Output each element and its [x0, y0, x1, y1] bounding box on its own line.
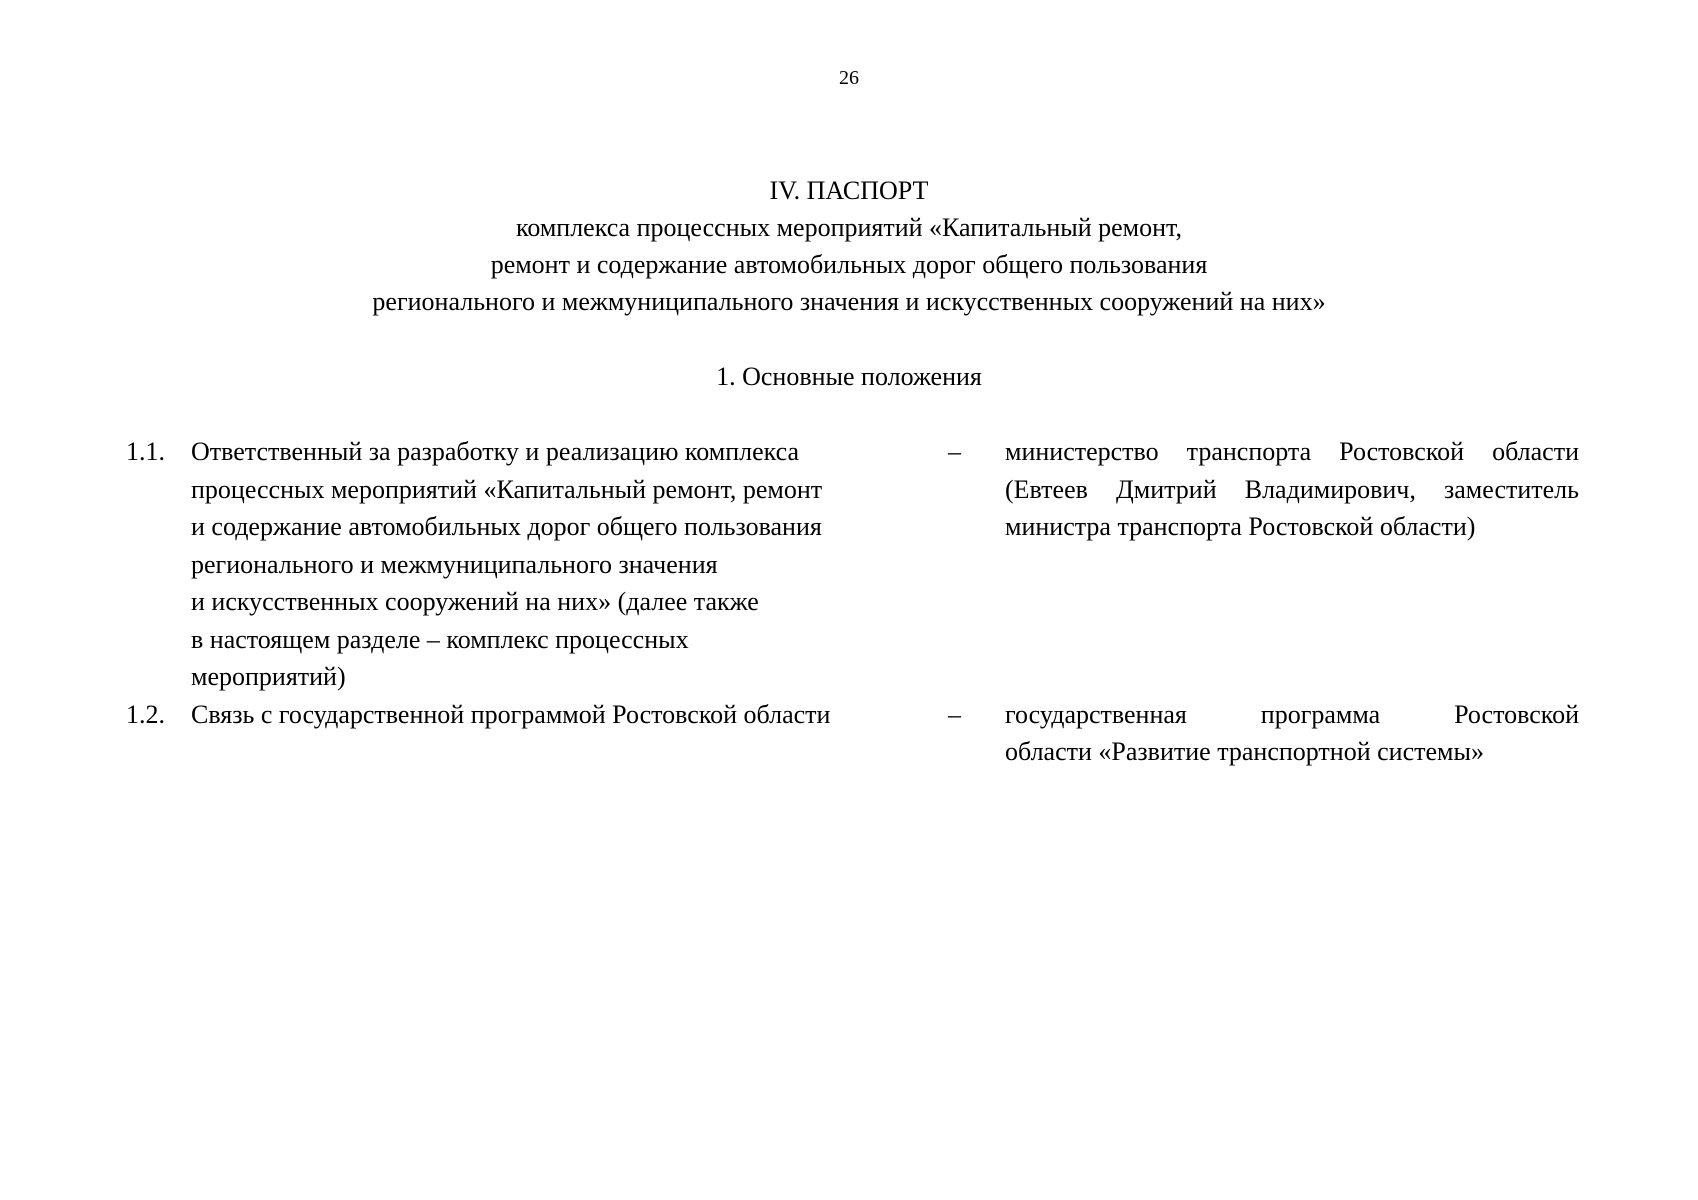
page-number: 26 [839, 67, 859, 89]
label-line: Связь с государственной программой Ростовской области [191, 699, 831, 729]
label-line: и искусственных сооружений на них» (далее также [191, 587, 759, 616]
label-line: мероприятий) [191, 662, 346, 691]
section-heading: 1. Основные положения [716, 362, 982, 391]
value-line: государственная программа Ростовской [1005, 699, 1579, 729]
item-dash: – [948, 437, 961, 466]
label-line: процессных мероприятий «Капитальный ремонт, ремонт [191, 474, 823, 504]
items-list [0, 433, 1698, 766]
label-line: Ответственный за разработку и реализацию комплекса [191, 437, 800, 466]
value-line: министра транспорта Ростовской области) [1005, 512, 1476, 541]
title-line: ремонт и содержание автомобильных дорог общего пользования [490, 250, 1208, 279]
item-value [1005, 433, 1579, 546]
value-line: области «Развитие транспортной системы» [1005, 737, 1484, 766]
title-line: IV. ПАСПОРТ [769, 176, 929, 205]
label-line: и содержание автомобильных дорог общего пользования [191, 512, 822, 541]
label-line: в настоящем разделе – комплекс процессных [191, 624, 689, 654]
value-line: министерство транспорта Ростовской области [1005, 437, 1579, 466]
document-title [0, 172, 1698, 320]
item-number: 1.1. [126, 437, 165, 466]
value-line: (Евтеев Дмитрий Владимирович, заместитель [1005, 474, 1579, 504]
item-label [191, 433, 911, 696]
item-value [1005, 696, 1579, 771]
label-line: регионального и межмуниципального значения [191, 549, 718, 579]
item-dash: – [948, 699, 961, 729]
item-number: 1.2. [126, 699, 165, 729]
item-1-1 [0, 433, 1698, 696]
title-line: комплекса процессных мероприятий «Капитальный ремонт, [516, 213, 1182, 242]
item-label [191, 696, 911, 734]
title-line: регионального и межмуниципального значения и искусственных сооружений на них» [372, 287, 1326, 316]
item-1-2 [0, 696, 1698, 766]
